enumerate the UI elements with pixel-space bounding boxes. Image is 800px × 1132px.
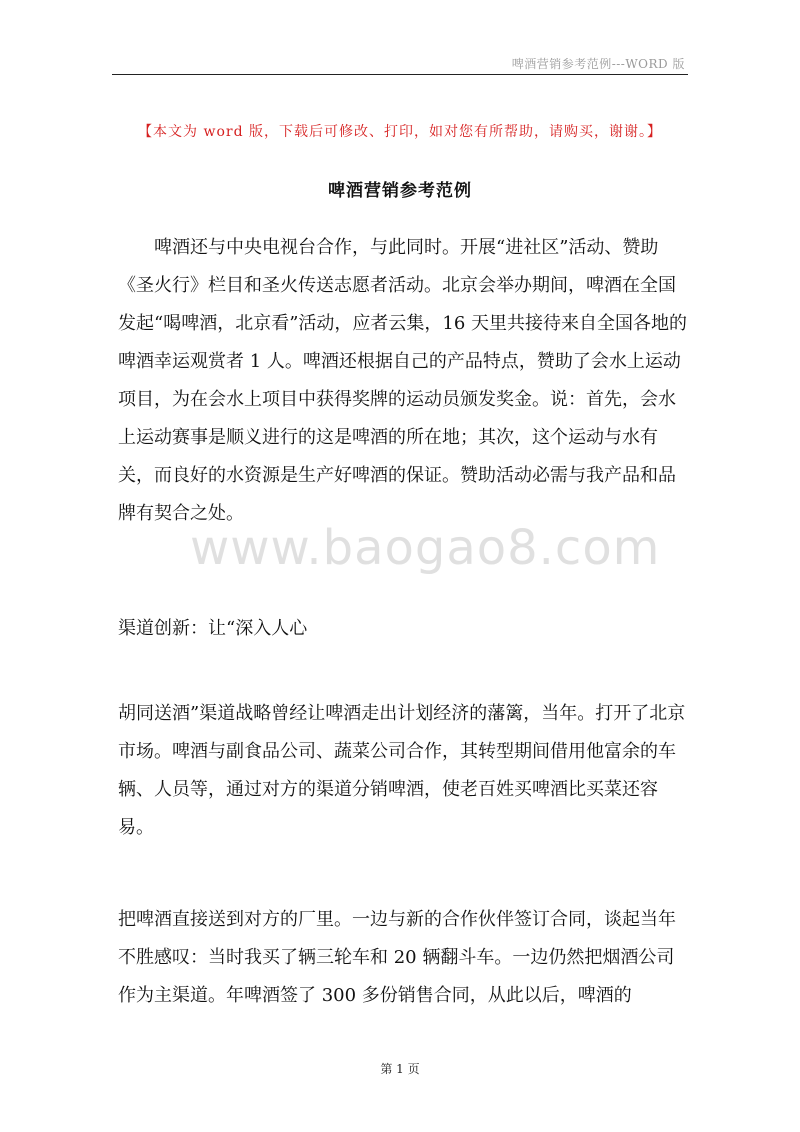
- body-paragraph-3: 把啤酒直接送到对方的厂里。一边与新的合作伙伴签订合同，谈起当年不胜感叹：当时我买了辆三轮车和 20 辆翻斗车。一边仍然把烟酒公司作为主渠道。年啤酒签了 300 多份销售合同，从此以后，啤酒的: [118, 909, 676, 1006]
- header-divider: [112, 74, 688, 75]
- watermark: www.baogao8.com: [190, 520, 661, 576]
- body-paragraph-1: 啤酒还与中央电视台合作，与此同时。开展“进社区”活动、赞助《圣火行》栏目和圣火传送志愿者活动。北京会举办期间，啤酒在全国发起“喝啤酒，北京看”活动，应者云集，16 天里共接待来自全国各地的啤酒幸运观赏者 1 人。啤酒还根据自己的产品特点，赞助了会水上运动项目，为在会水上项目中获得奖牌的运动员颁发奖金。说：首先，会水上运动赛事是顺义进行的这是啤酒的所在地；其次，这个运动与水有关，而良好的水资源是生产好啤酒的保证。赞助活动必需与我产品和品牌有契合之处。: [118, 237, 688, 524]
- running-header-title: 啤酒营销参考范例---WORD 版: [511, 57, 685, 71]
- purchase-notice: 【本文为 word 版，下载后可修改、打印，如对您有所帮助，请购买，谢谢。】: [138, 124, 662, 140]
- section-heading-channel-innovation: 渠道创新：让“深入人心: [118, 618, 308, 639]
- page-number: 第 1 页: [380, 1062, 420, 1076]
- document-title: 啤酒营销参考范例: [328, 181, 472, 201]
- body-paragraph-2: 胡同送酒”渠道战略曾经让啤酒走出计划经济的藩篱，当年。打开了北京市场。啤酒与副食品公司、蔬菜公司合作，其转型期间借用他富余的车辆、人员等，通过对方的渠道分销啤酒，使老百姓买啤酒比买菜还容易。: [118, 703, 686, 838]
